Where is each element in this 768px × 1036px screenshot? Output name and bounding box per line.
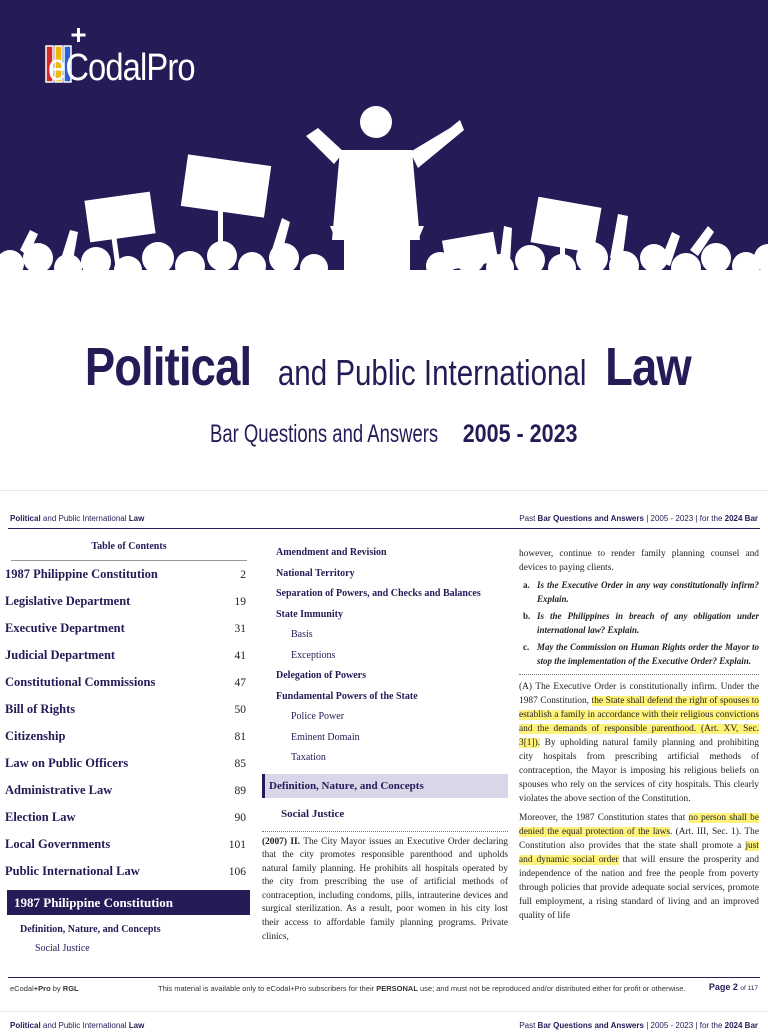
toc-label: Executive Department [5, 621, 125, 635]
page-2 [0, 490, 768, 1024]
subtitle-text: Bar Questions and Answers [209, 420, 438, 448]
header-political: Political [10, 514, 41, 523]
outline-subitem[interactable]: Police Power [291, 711, 345, 722]
toc-entry[interactable] [5, 696, 250, 723]
toc-page: 90 [234, 811, 246, 824]
question-text: The City Mayor issues an Executive Order declaring that the city promotes responsible parenthood and upholds natural family planning. He prohibits all hospitals operated by the city from prescribing the use of artificial methods of contraception, including condoms, pills, intrauterine devices and surgical sterilization. As a result, poor women in his city lost their access to affordable family planning programs. Private clinics, [262, 836, 508, 942]
toc-page: 19 [234, 595, 246, 608]
header-years: | 2005 - 2023 | for the [646, 1021, 723, 1030]
toc-label: Constitutional Commissions [5, 675, 156, 689]
outline-subitem[interactable]: Basis [291, 629, 313, 640]
toc-label: Public International Law [5, 864, 140, 878]
header-bqa: Bar Questions and Answers [537, 1021, 644, 1030]
outline-item[interactable]: Fundamental Powers of the State [276, 690, 418, 702]
outline-item[interactable]: Delegation of Powers [276, 670, 366, 681]
footer-author: RGL [62, 984, 79, 993]
answer-paragraph-2 [519, 811, 759, 923]
title-political: Political [85, 337, 252, 397]
table-of-contents [5, 541, 250, 954]
toc-page: 85 [234, 757, 246, 770]
toc-label: Judicial Department [5, 648, 116, 662]
answer-paragraph-1 [519, 680, 759, 806]
ecodalpro-logo [44, 28, 219, 88]
social-justice-heading: Social Justice [281, 807, 345, 820]
toc-entry[interactable] [5, 831, 250, 858]
toc-entry[interactable] [5, 858, 250, 885]
sub-question-text: Is the Philippines in breach of any obligation under international law? Explain. [537, 611, 759, 635]
continuation-text: however, continue to render family planning counsel and devices to paying clients. [519, 549, 759, 573]
answer-text: . (Art. III, Sec. 1). The Constitution also provides that the state shall promote a [519, 827, 759, 851]
header-middle: and Public International [42, 1021, 127, 1030]
sub-question-text: May the Commission on Human Rights order the Mayor to stop the implementation of the Executive Order? Explain. [537, 642, 759, 666]
header-bar: 2024 Bar [724, 1021, 758, 1030]
document-subtitle [0, 420, 768, 449]
title-law: Law [604, 337, 691, 397]
toc-label: Law on Public Officers [5, 756, 129, 770]
bar-question [262, 831, 508, 945]
outline-item[interactable]: Amendment and Revision [276, 547, 387, 558]
header-right [519, 1021, 758, 1030]
sub-question [519, 640, 759, 668]
toc-entry[interactable] [5, 642, 250, 669]
header-left [10, 1021, 144, 1030]
footer-notice [158, 984, 686, 993]
toc-entry[interactable] [5, 804, 250, 831]
toc-page: 2 [240, 568, 246, 581]
toc-page: 101 [228, 838, 246, 851]
toc-page: 81 [234, 730, 246, 743]
subsection-heading[interactable]: Definition, Nature, and Concepts [20, 924, 161, 935]
outline-subitem[interactable]: Taxation [291, 752, 326, 763]
toc-entry[interactable] [5, 615, 250, 642]
notice-bold: PERSONAL [376, 984, 418, 993]
toc-page: 89 [234, 784, 246, 797]
answer-text: Moreover, the 1987 Constitution states that [519, 813, 689, 823]
toc-label: Bill of Rights [5, 702, 76, 716]
header-law: Law [128, 1021, 145, 1030]
sub-question-letter: b. [523, 611, 531, 621]
header-past: Past [519, 1021, 536, 1030]
sub-question [519, 609, 759, 637]
toc-entry[interactable] [5, 588, 250, 615]
toc-label: 1987 Philippine Constitution [5, 567, 158, 581]
outline-item[interactable]: State Immunity [276, 608, 343, 620]
sub-question [519, 578, 759, 606]
toc-label: Citizenship [5, 729, 66, 743]
notice-text: This material is available only to eCodal+Pro subscribers for their [158, 984, 375, 993]
toc-page: 31 [234, 622, 246, 635]
definition-heading: Definition, Nature, and Concepts [262, 774, 508, 798]
header-past: Past [519, 514, 536, 523]
answer-column [519, 547, 759, 923]
toc-page: 41 [234, 649, 246, 662]
footer-brand [10, 984, 79, 993]
page-of: of 117 [740, 985, 758, 992]
toc-page: 50 [234, 703, 246, 716]
hero-banner [0, 0, 768, 300]
toc-entry[interactable] [5, 723, 250, 750]
header-political: Political [10, 1021, 41, 1030]
toc-page: 106 [228, 865, 246, 878]
outline-subitem[interactable]: Exceptions [291, 649, 336, 661]
section-heading: 1987 Philippine Constitution [7, 890, 250, 915]
toc-entry[interactable] [5, 669, 250, 696]
title-middle: and Public International [277, 352, 587, 393]
notice-text: use; and must not be reproduced and/or distributed either for profit or otherwise. [420, 984, 686, 993]
toc-label: Legislative Department [5, 594, 131, 608]
footer-by: by [52, 984, 61, 993]
subsubsection-heading[interactable]: Social Justice [35, 943, 90, 954]
question-year: (2007) [262, 836, 287, 847]
header-left [10, 514, 144, 523]
toc-entry[interactable] [5, 777, 250, 804]
toc-label: Local Governments [5, 837, 111, 851]
outline-item[interactable]: Separation of Powers, and Checks and Balances [276, 588, 481, 599]
page-number [709, 982, 758, 992]
question-number: II. [290, 836, 301, 847]
answer-text: that will ensure the prosperity and independence of the nation and free the people from poverty through policies that provide adequate social services, promote full employment, a rising standard of living and an improved quality of life [519, 855, 759, 921]
answer-text: (A) The Executive Order is constitutionally infirm. Under the 1987 Constitution, [519, 682, 759, 706]
highlighted-text: no person shall be denied the equal protection of the laws [519, 813, 759, 837]
footer-brand-name: eCodal [10, 984, 34, 993]
toc-entry[interactable] [5, 750, 250, 777]
toc-title: Table of Contents [11, 541, 247, 561]
sub-question-letter: a. [523, 580, 530, 590]
toc-entry[interactable] [5, 561, 250, 588]
page-footer [8, 977, 760, 997]
header-middle: and Public International [42, 514, 127, 523]
page-label: Page 2 [708, 982, 738, 992]
toc-label: Election Law [5, 810, 76, 824]
footer-brand-plus: +Pro [33, 984, 51, 993]
header-years: | 2005 - 2023 | for the [646, 514, 723, 523]
outline-item[interactable]: National Territory [276, 567, 355, 579]
outline-column [262, 543, 508, 944]
toc-label: Administrative Law [5, 783, 113, 797]
header-law: Law [128, 514, 145, 523]
header-bqa: Bar Questions and Answers [537, 514, 644, 523]
logo-text: eCodalPro [48, 47, 195, 89]
outline-subitem[interactable]: Eminent Domain [291, 731, 360, 743]
document-title [0, 336, 768, 398]
running-header [8, 1018, 760, 1036]
page-3-strip [0, 1011, 768, 1030]
header-right [519, 514, 758, 523]
highlighted-text: just and dynamic social order [519, 841, 759, 865]
subtitle-years: 2005 - 2023 [462, 420, 578, 448]
cover-page [0, 0, 768, 490]
answer-text: By upholding natural family planning and prohibiting city hospitals from prescribing artificial methods of contraception, the Mayor is imposing his religious beliefs on spouses who rely on the services of city hospitals. This clearly violates the above section of the Constitution. [519, 738, 759, 804]
running-header [8, 511, 760, 529]
sub-question-text: Is the Executive Order in any way constitutionally infirm? Explain. [537, 580, 759, 604]
highlighted-text: the State shall defend the right of spouses to establish a family in accordance with their religious convictions and the demands of responsible parenthood. (Art. XV, Sec. 3[1]). [519, 696, 759, 748]
sub-question-letter: c. [523, 642, 530, 652]
header-bar: 2024 Bar [724, 514, 758, 523]
toc-page: 47 [234, 676, 246, 689]
question-continuation [519, 547, 759, 675]
